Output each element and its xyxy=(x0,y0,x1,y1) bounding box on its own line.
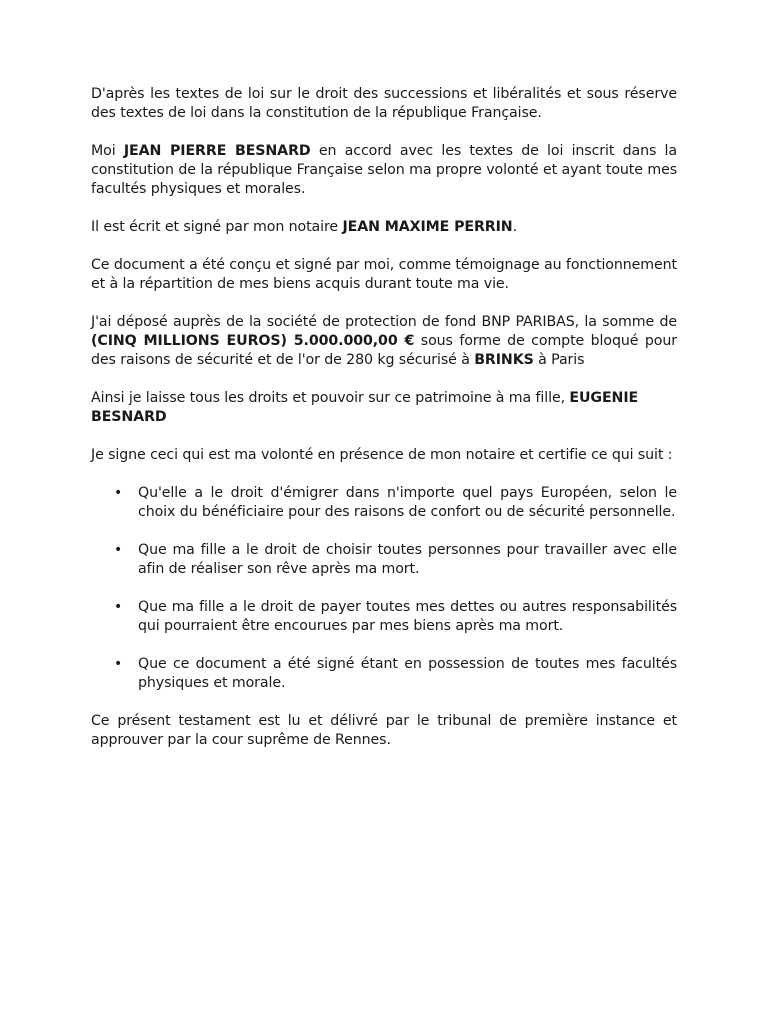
paragraph-purpose: Ce document a été conçu et signé par moi, comme témoignage au fonctionnement et à la répartition de mes biens acquis durant toute ma vie. xyxy=(91,257,677,292)
list-item xyxy=(91,541,677,579)
testator-name: JEAN PIERRE BESNARD xyxy=(123,143,311,159)
list-item-text: Qu'elle a le droit d'émigrer dans n'importe quel pays Européen, selon le choix du bénéficiaire pour des raisons de confort ou de sécurité personnelle. xyxy=(138,485,677,520)
text-segment: Il est écrit et signé par mon notaire xyxy=(91,219,343,235)
notary-name: JEAN MAXIME PERRIN xyxy=(342,219,513,235)
paragraph-legal-basis: D'après les textes de loi sur le droit des successions et libéralités et sous réserve des textes de loi dans la constitution de la république Française. xyxy=(91,86,677,121)
paragraph-notary xyxy=(91,218,677,237)
text-segment: J'ai déposé auprès de la société de protection de fond BNP PARIBAS, la somme de xyxy=(91,314,677,330)
document-body xyxy=(91,85,677,769)
paragraph-heir xyxy=(91,389,677,427)
bullet-icon: • xyxy=(114,599,123,615)
text-segment: Ainsi je laisse tous les droits et pouvoir sur ce patrimoine à ma fille, xyxy=(91,390,570,406)
text-segment: Moi xyxy=(91,143,124,159)
list-item xyxy=(91,598,677,636)
conditions-list xyxy=(91,484,677,693)
heir-name: EUGENIE BESNARD xyxy=(91,390,639,425)
text-segment: sous forme de compte bloqué pour des raisons de sécurité et de l'or de 280 kg sécurisé à xyxy=(91,333,678,368)
paragraph-deposit xyxy=(91,313,677,370)
paragraph-certification: Je signe ceci qui est ma volonté en présence de mon notaire et certifie ce qui suit : xyxy=(91,447,673,463)
deposit-amount: (CINQ MILLIONS EUROS) 5.000.000,00 € xyxy=(91,333,415,349)
bullet-icon: • xyxy=(114,656,123,672)
list-item xyxy=(91,484,677,522)
list-item-text: Que ce document a été signé étant en possession de toutes mes facultés physiques et morale. xyxy=(138,656,677,691)
bullet-icon: • xyxy=(114,542,123,558)
list-item xyxy=(91,655,677,693)
list-item-text: Que ma fille a le droit de payer toutes mes dettes ou autres responsabilités qui pourraient être encourues par mes biens après ma mort. xyxy=(138,599,677,634)
paragraph-testator xyxy=(91,142,677,199)
paragraph-approval: Ce présent testament est lu et délivré par le tribunal de première instance et approuver par la cour suprême de Rennes. xyxy=(91,713,677,748)
text-segment: en accord avec les textes de loi inscrit dans la constitution de la république Française selon ma propre volonté et ayant toute mes facultés physiques et morales. xyxy=(91,143,677,197)
text-segment: . xyxy=(512,219,517,235)
bullet-icon: • xyxy=(114,485,123,501)
list-item-text: Que ma fille a le droit de choisir toutes personnes pour travailler avec elle afin de réaliser son rêve après ma mort. xyxy=(138,542,677,577)
text-segment: à Paris xyxy=(533,352,585,368)
security-company: BRINKS xyxy=(474,352,534,368)
